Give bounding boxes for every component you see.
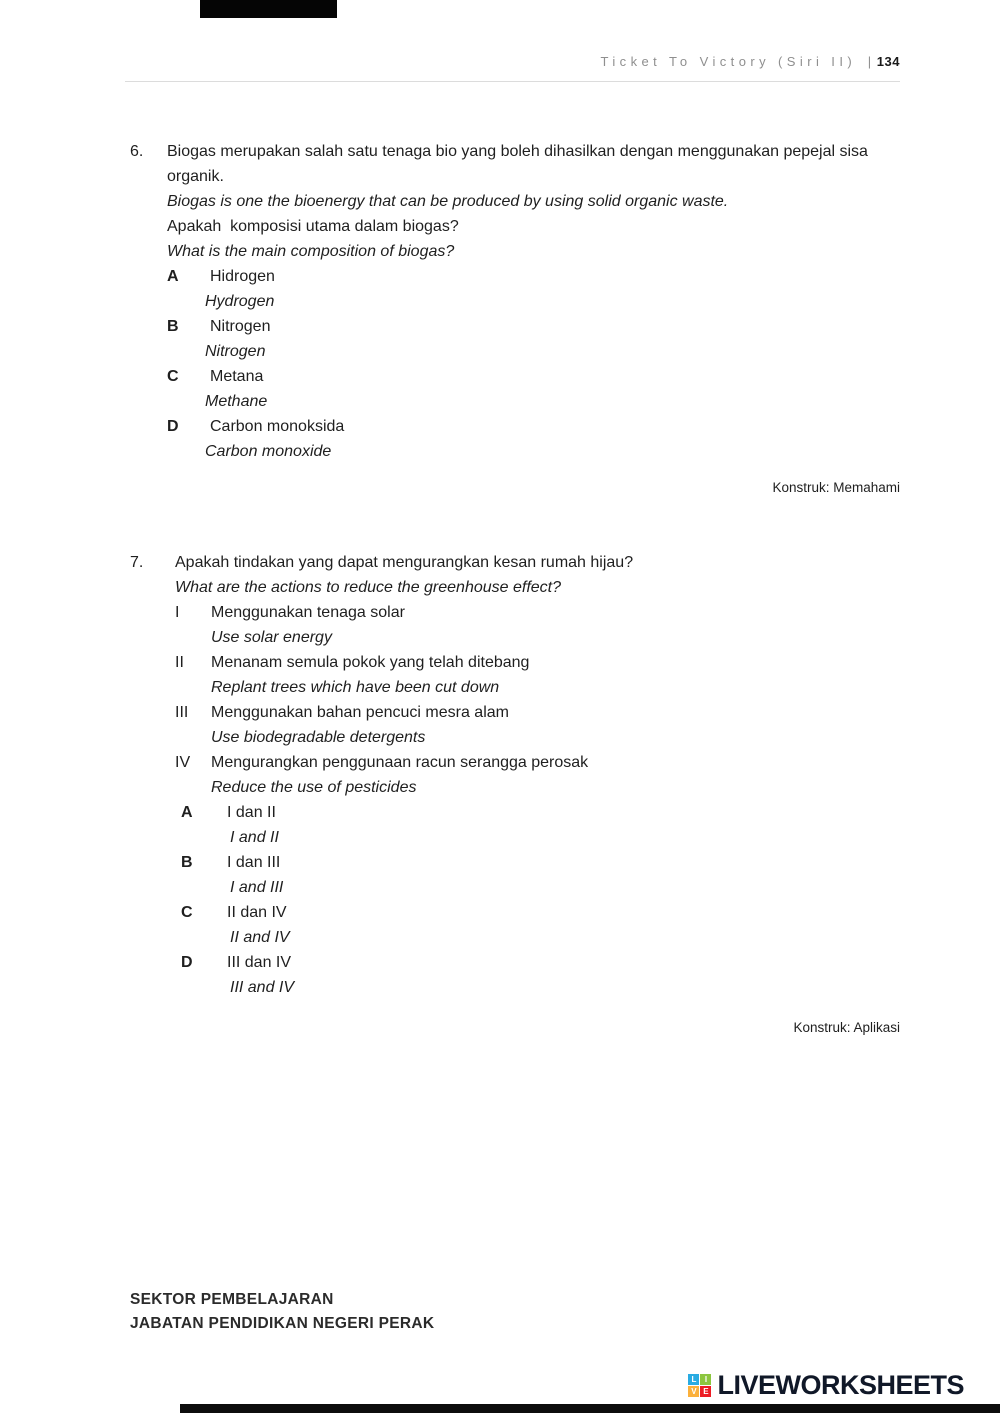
logo-tile: L: [688, 1374, 699, 1385]
question-number: 6.: [130, 143, 144, 160]
question-stem-en: Biogas is one the bioenergy that can be produced by using solid organic waste.: [167, 193, 729, 210]
question-stem-my: Apakah tindakan yang dapat mengurangkan kesan rumah hijau?: [175, 554, 634, 571]
konstruk-label: Konstruk: Memahami: [772, 480, 900, 495]
page-header: [130, 54, 900, 69]
statement-text-my: Menggunakan tenaga solar: [211, 604, 405, 621]
statement-text-my: Menanam semula pokok yang telah ditebang: [211, 654, 530, 671]
header-page-number: 134: [876, 54, 900, 69]
option-text-my: I dan II: [227, 804, 276, 821]
option-text-my: II dan IV: [227, 904, 287, 921]
logo-tile: V: [688, 1386, 699, 1397]
option-text-en: Methane: [205, 393, 268, 410]
option-text-en: I and III: [230, 879, 284, 896]
option-text-en: Hydrogen: [205, 293, 275, 310]
statement-text-en: Use solar energy: [211, 629, 332, 646]
statement-text-my: Menggunakan bahan pencuci mesra alam: [211, 704, 509, 721]
statement-text-en: Use biodegradable detergents: [211, 729, 426, 746]
option-text-en: Nitrogen: [205, 343, 266, 360]
footer: [130, 1288, 434, 1336]
footer-line2: JABATAN PENDIDIKAN NEGERI PERAK: [130, 1315, 435, 1332]
question-number: 7.: [130, 554, 144, 571]
statement-numeral: IV: [175, 754, 191, 771]
option-text-en: III and IV: [230, 979, 295, 996]
option-b[interactable]: [167, 314, 900, 364]
brand-name: LIVEWORKSHEETS: [717, 1370, 964, 1400]
option-text-my: III dan IV: [227, 954, 292, 971]
option-text-my: Hidrogen: [210, 268, 275, 285]
statement-text-en: Replant trees which have been cut down: [211, 679, 500, 696]
option-label: A: [167, 268, 179, 285]
top-crop-bar: [200, 0, 337, 18]
question-stem-my: Apakah komposisi utama dalam biogas?: [167, 218, 459, 235]
question-stem-en: What are the actions to reduce the greenhouse effect?: [175, 579, 562, 596]
option-d[interactable]: [181, 950, 900, 1000]
option-text-en: II and IV: [230, 929, 290, 946]
option-text-my: I dan III: [227, 854, 281, 871]
option-c[interactable]: [181, 900, 900, 950]
option-text-en: Carbon monoxide: [205, 443, 332, 460]
question-stem-en: What is the main composition of biogas?: [167, 243, 455, 260]
option-label: A: [181, 804, 193, 821]
question-stem-my: Biogas merupakan salah satu tenaga bio yang boleh dihasilkan dengan menggunakan pepejal sisa organik.: [167, 143, 873, 185]
header-separator: |: [867, 54, 872, 69]
option-label: B: [167, 318, 179, 335]
option-text-my: Nitrogen: [210, 318, 271, 335]
option-c[interactable]: [167, 364, 900, 414]
option-label: D: [181, 954, 193, 971]
header-title: Ticket To Victory (Siri II): [600, 54, 857, 69]
statement-ii: [175, 650, 900, 700]
option-b[interactable]: [181, 850, 900, 900]
option-label: C: [181, 904, 193, 921]
logo-tile: E: [700, 1386, 711, 1397]
liveworksheets-logo-icon: [688, 1374, 711, 1397]
statement-numeral: III: [175, 704, 189, 721]
option-text-my: Metana: [210, 368, 264, 385]
question-7: [130, 550, 900, 1000]
liveworksheets-brand[interactable]: [688, 1370, 964, 1401]
option-label: B: [181, 854, 193, 871]
statement-numeral: I: [175, 604, 180, 621]
statement-i: [175, 600, 900, 650]
statement-numeral: II: [175, 654, 184, 671]
option-label: C: [167, 368, 179, 385]
logo-tile: I: [700, 1374, 711, 1385]
statement-text-en: Reduce the use of pesticides: [211, 779, 417, 796]
option-text-en: I and II: [230, 829, 279, 846]
statement-text-my: Mengurangkan penggunaan racun serangga perosak: [211, 754, 589, 771]
option-a[interactable]: [181, 800, 900, 850]
question-6: [130, 139, 900, 464]
option-d[interactable]: [167, 414, 900, 464]
statement-iii: [175, 700, 900, 750]
option-label: D: [167, 418, 179, 435]
konstruk-label: Konstruk: Aplikasi: [793, 1020, 900, 1035]
option-a[interactable]: [167, 264, 900, 314]
header-rule: [125, 81, 900, 82]
statement-iv: [175, 750, 900, 800]
bottom-crop-bar: [180, 1404, 1000, 1413]
footer-line1: SEKTOR PEMBELAJARAN: [130, 1291, 334, 1308]
option-text-my: Carbon monoksida: [210, 418, 345, 435]
